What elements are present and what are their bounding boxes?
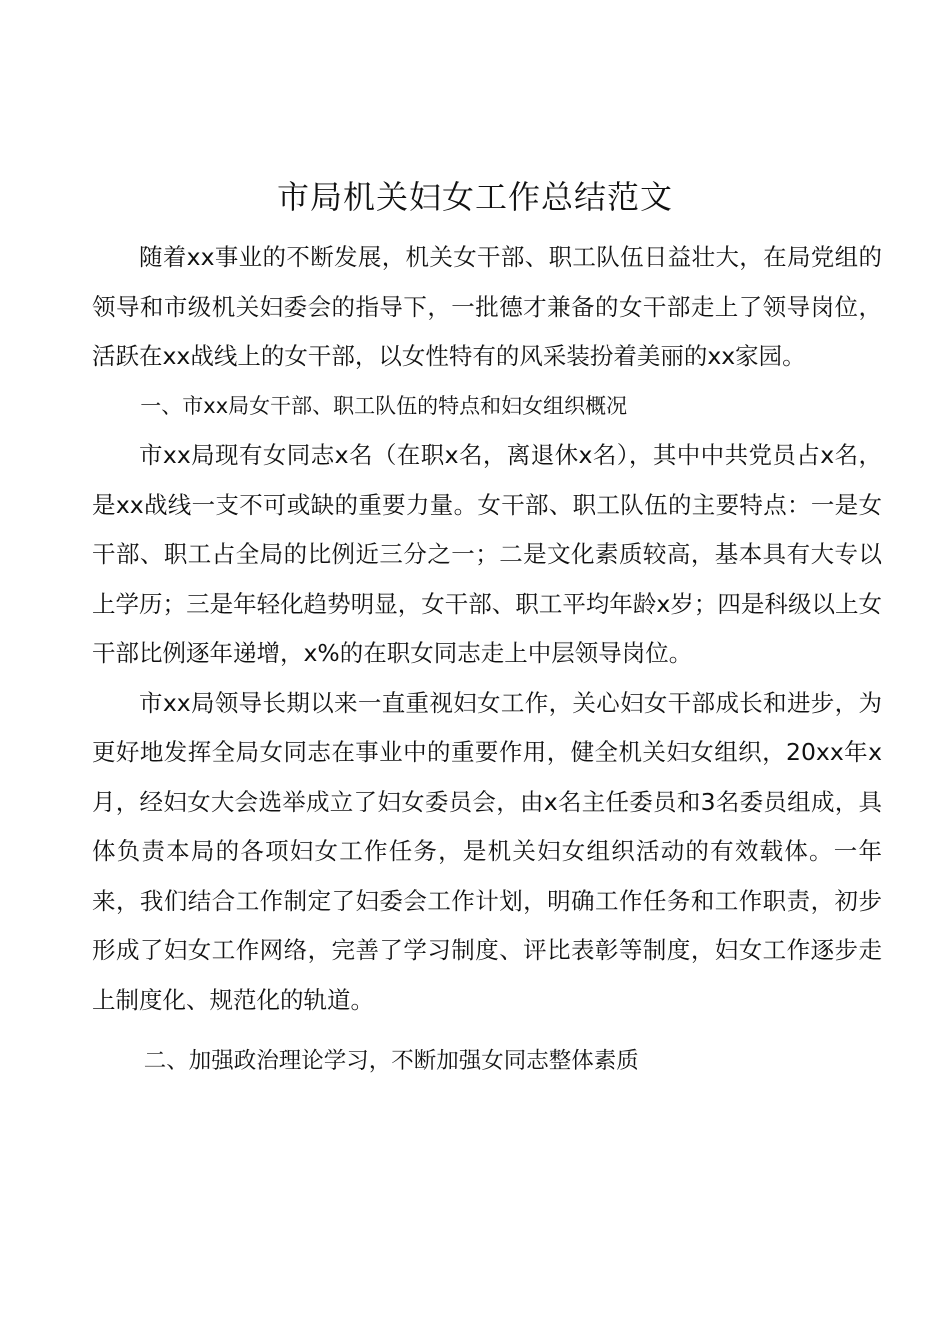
document-body [92, 233, 882, 1087]
document-title: 市局机关妇女工作总结范文 [276, 178, 673, 216]
staff-overview-paragraph: 市xx局现有女同志x名（在职x名，离退休x名），其中中共党员占x名，是xx战线一支不可或缺的重要力量。女干部、职工队伍的主要特点：一是女干部、职工占全局的比例近三分之一；二是文化素质较高，基本具有大专以上学历；三是年轻化趋势明显，女干部、职工平均年龄x岁；四是科级以上女干部比例逐年递增，x%的在职女同志走上中层领导岗位。 [92, 441, 882, 667]
intro-paragraph: 随着xx事业的不断发展，机关女干部、职工队伍日益壮大，在局党组的领导和市级机关妇委会的指导下，一批德才兼备的女干部走上了领导岗位，活跃在xx战线上的女干部，以女性特有的风采装扮着美丽的xx家园。 [92, 243, 882, 370]
section-heading-1: 一、市xx局女干部、职工队伍的特点和妇女组织概况 [140, 393, 628, 418]
section-heading-2: 二、加强政治理论学习，不断加强女同志整体素质 [143, 1048, 639, 1074]
women-committee-paragraph: 市xx局领导长期以来一直重视妇女工作，关心妇女干部成长和进步，为更好地发挥全局女同志在事业中的重要作用，健全机关妇女组织，20xx年x月，经妇女大会选举成立了妇女委员会，由x名主任委员和3名委员组成，具体负责本局的各项妇女工作任务，是机关妇女组织活动的有效载体。一年来，我们结合工作制定了妇委会工作计划，明确工作任务和工作职责，初步形成了妇女工作网络，完善了学习制度、评比表彰等制度，妇女工作逐步走上制度化、规范化的轨道。 [92, 688, 882, 1014]
